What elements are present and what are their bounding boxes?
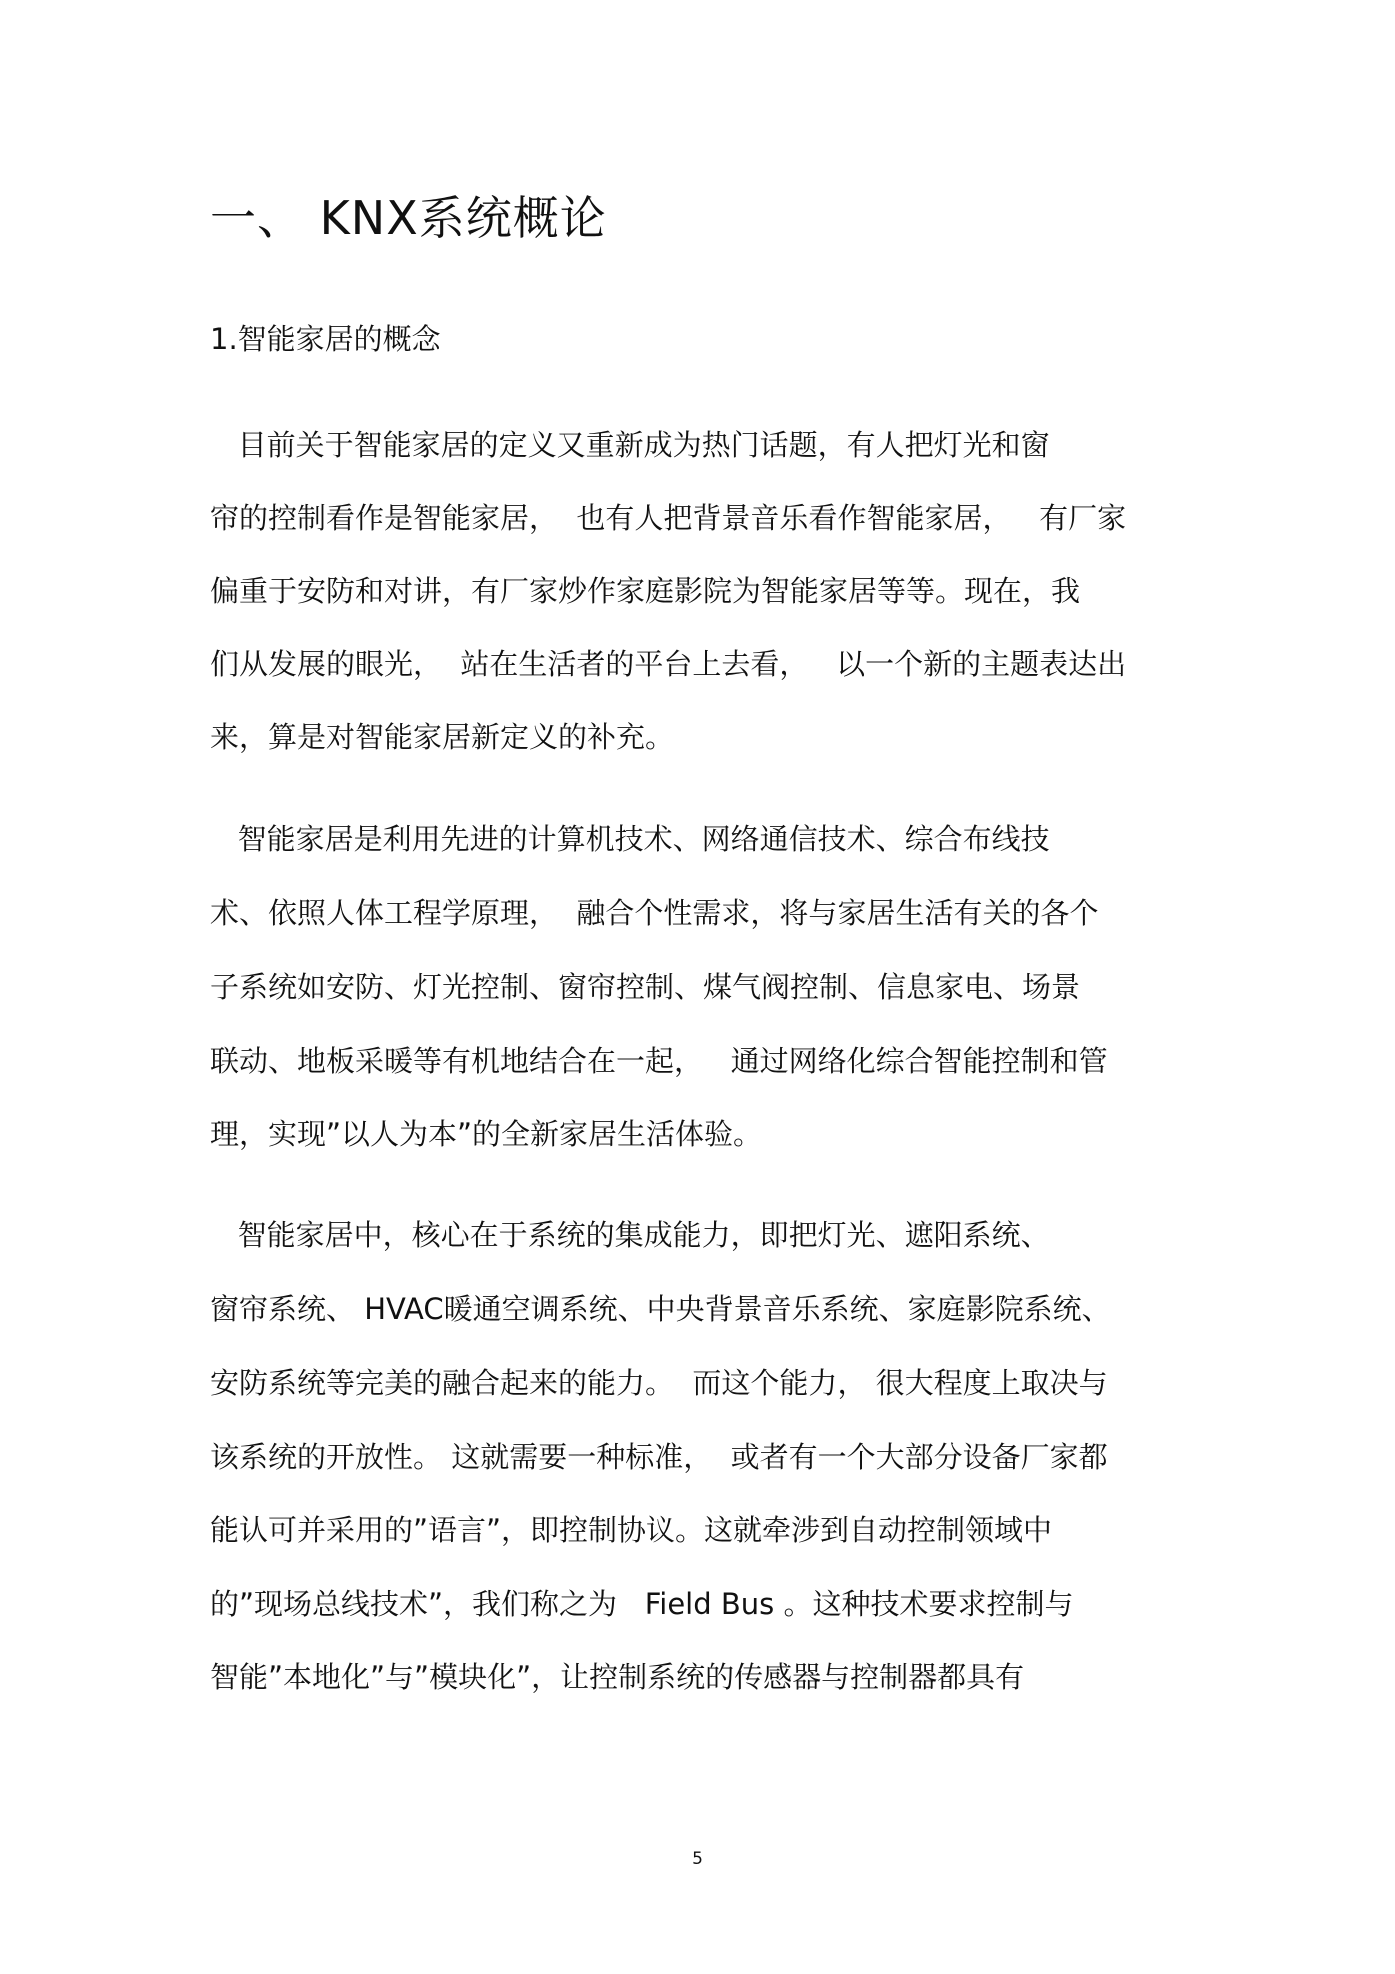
paragraph-line: 智能”本地化”与”模块化”，让控制系统的传感器与控制器都具有 (210, 1660, 1025, 1694)
paragraph-line: 偏重于安防和对讲，有厂家炒作家庭影院为智能家居等等。现在，我 (210, 574, 1081, 608)
paragraph-line: 们从发展的眼光， 站在生活者的平台上去看， 以一个新的主题表达出 (210, 647, 1127, 681)
paragraph-line: 术、依照人体工程学原理， 融合个性需求，将与家居生活有关的各个 (210, 896, 1099, 930)
page-number: 5 (692, 1849, 703, 1869)
paragraph-line: 的”现场总线技术”，我们称之为 Field Bus 。这种技术要求控制与 (210, 1587, 1074, 1621)
paragraph-line: 能认可并采用的”语言”，即控制协议。这就牵涉到自动控制领域中 (210, 1513, 1053, 1547)
paragraph-line: 该系统的开放性。 这就需要一种标准， 或者有一个大部分设备厂家都 (210, 1440, 1108, 1474)
paragraph-line: 帘的控制看作是智能家居， 也有人把背景音乐看作智能家居， 有厂家 (210, 501, 1127, 535)
paragraph-line: 智能家居中，核心在于系统的集成能力，即把灯光、遮阳系统、 (210, 1218, 1050, 1252)
paragraph-line: 子系统如安防、灯光控制、窗帘控制、煤气阀控制、信息家电、场景 (210, 970, 1081, 1004)
paragraph-line: 理，实现”以人为本”的全新家居生活体验。 (210, 1117, 763, 1151)
paragraph-line: 安防系统等完美的融合起来的能力。 而这个能力， 很大程度上取决与 (210, 1366, 1108, 1400)
section-heading: 1.智能家居的概念 (210, 322, 441, 356)
paragraph-line: 来，算是对智能家居新定义的补充。 (210, 720, 675, 754)
paragraph-line: 目前关于智能家居的定义又重新成为热门话题，有人把灯光和窗 (210, 428, 1050, 462)
paragraph-line: 智能家居是利用先进的计算机技术、网络通信技术、综合布线技 (210, 822, 1050, 856)
paragraph-line: 窗帘系统、 HVAC暖通空调系统、中央背景音乐系统、家庭影院系统、 (210, 1292, 1111, 1326)
paragraph-line: 联动、地板采暖等有机地结合在一起， 通过网络化综合智能控制和管 (210, 1044, 1108, 1078)
chapter-title: 一、 KNX系统概论 (210, 191, 607, 245)
